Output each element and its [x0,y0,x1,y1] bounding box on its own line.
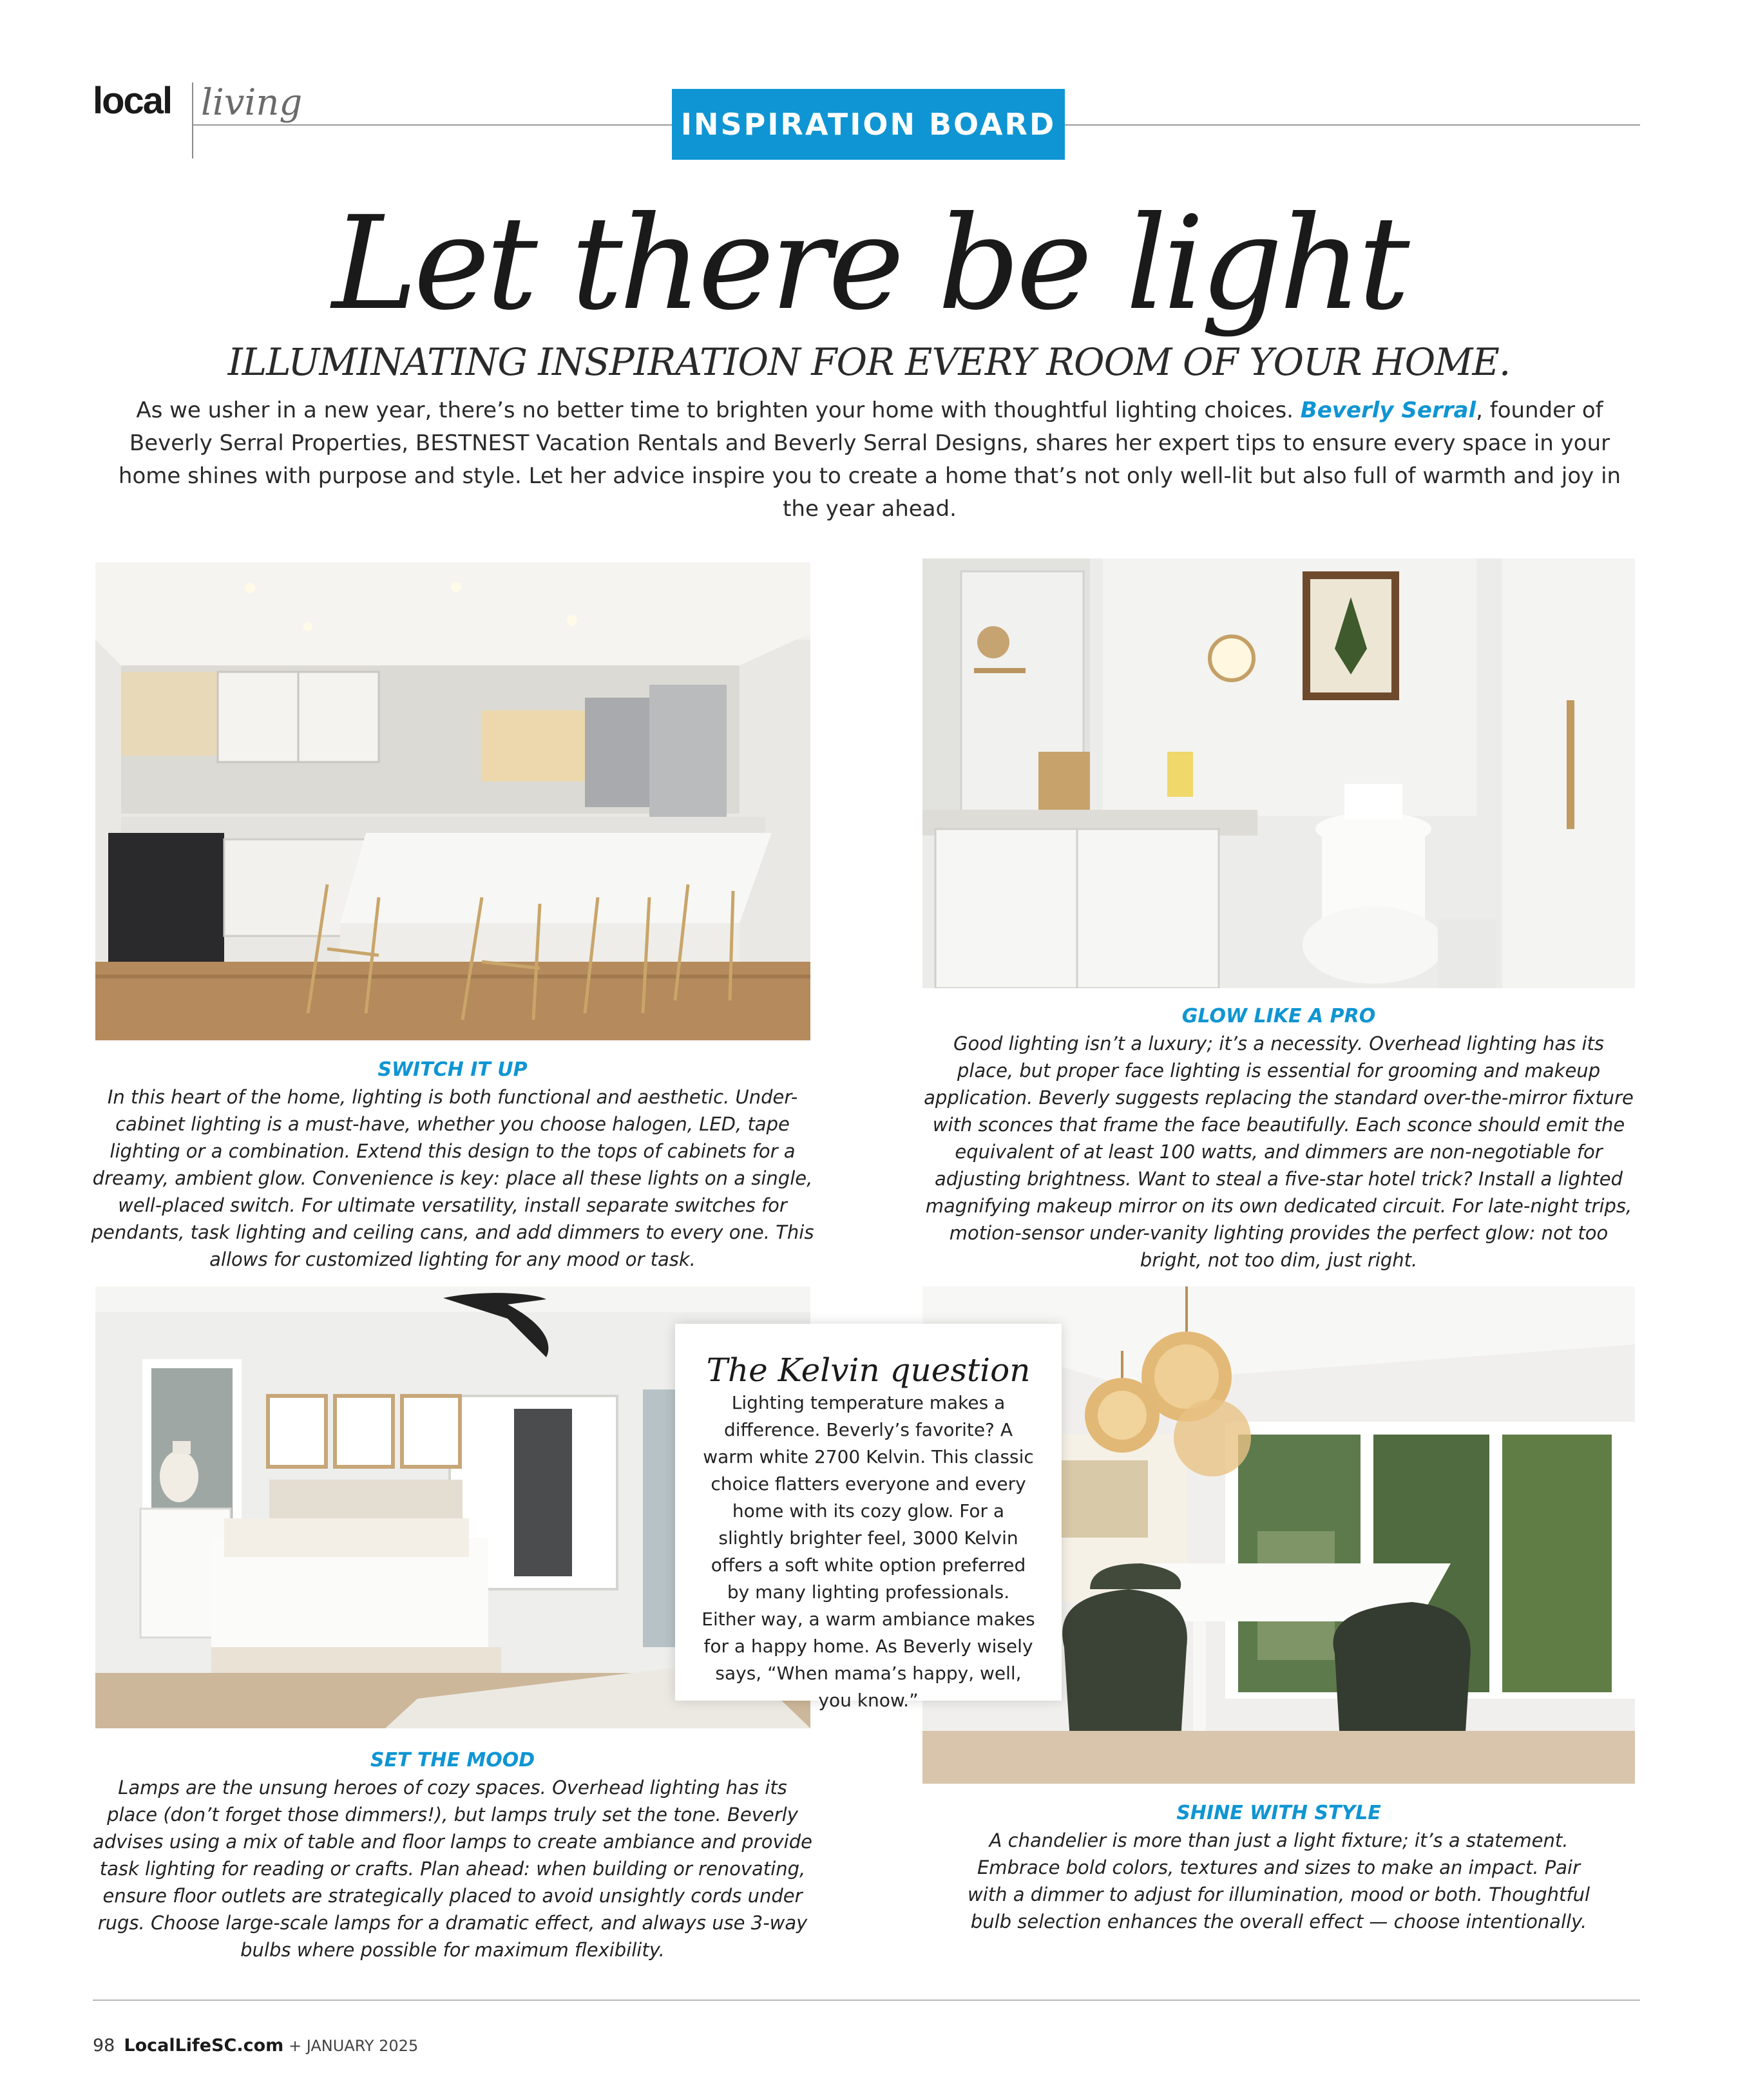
caption-mood-heading: SET THE MOOD [370,1749,535,1771]
caption-glow-body: Good lighting isn’t a luxury; it’s a necessity. Overhead lighting has its place, but proper face lighting is essential for grooming and makeup application. Beverly suggests replacing the standard over-the-mirror fixture with sconces that frame the face beautifully. Each sconce should emit the equivalent of at least 100 watts, and dimmers are non-negotiable for adjusting brightness. Want to steal a five-star hotel trick? Install a lighted magnifying makeup mirror on its own dedicated circuit. For late-night trips, motion-sensor under-vanity lighting provides the perfect glow: not too bright, not too dim, just right. [924,1033,1634,1271]
caption-mood-body: Lamps are the unsung heroes of cozy spaces. Overhead lighting has its place (don’t forget those dimmers!), but lamps truly set the tone. Beverly advises using a mix of table and floor lamps to create ambiance and provide task lighting for reading or crafts. Plan ahead: when building or renovating, ensure floor outlets are strategically placed to avoid unsightly cords under rugs. Choose large-scale lamps for a dramatic effect, and always use 3-way bulbs where possible for maximum flexibility. [93,1777,812,1961]
intro-name-highlight: Beverly Serral [1300,397,1476,423]
kitchen-photo [95,562,810,1040]
footer-site: LocalLifeSC.com [124,2036,284,2056]
caption-glow [922,1003,1635,1274]
footer-date: JANUARY 2025 [306,2037,419,2055]
intro-text-end: , founder of Beverly Serral Properties, BESTNEST Vacation Rentals and Beverly Serral Designs, shares her expert tips to ensure every space in your home shines with purpose and style. Let her advice inspire you to create a home that’s not only well-lit but also full of warmth and joy in the year ahead. [118,397,1621,522]
caption-shine [966,1800,1591,1935]
caption-shine-body: A chandelier is more than just a light fixture; it’s a statement. Embrace bold colors, textures and sizes to make an impact. Pair with a dimmer to adjust for illumination, mood or both. Thoughtful bulb selection enhances the overall effect — choose intentionally. [967,1829,1590,1933]
caption-switch-heading: SWITCH IT UP [377,1058,528,1081]
kelvin-sidebar [675,1324,1062,1711]
logo-living: living [201,82,303,124]
article-title: Let there be light [332,189,1406,339]
page-number: 98 [93,2036,115,2056]
footer-separator: + [283,2037,307,2055]
caption-switch-body: In this heart of the home, lighting is both functional and aesthetic. Under-cabinet lighting is a must-have, whether you choose halogen, LED, tape lighting or a combination. Extend this design to the tops of cabinets for a dreamy, ambient glow. Convenience is key: place all these lights on a single, well-placed switch. For ultimate versatility, install separate switches for pendants, task lighting and ceiling cans, and add dimmers to every one. This allows for customized lighting for any mood or task. [91,1086,814,1270]
footer-rule [93,2000,1640,2001]
section-badge: INSPIRATION BOARD [672,89,1065,160]
caption-switch [90,1056,815,1273]
caption-shine-heading: SHINE WITH STYLE [1176,1802,1381,1824]
article-subtitle: ILLUMINATING INSPIRATION FOR EVERY ROOM OF YOUR HOME. [227,340,1511,384]
footer [93,2036,418,2056]
kelvin-title: The Kelvin question [706,1351,1031,1389]
article-intro [103,394,1636,526]
caption-glow-heading: GLOW LIKE A PRO [1181,1005,1376,1027]
bathroom-photo [922,558,1635,988]
logo-divider [192,82,193,158]
caption-mood [90,1747,815,1963]
kelvin-body: Lighting temperature makes a difference. Beverly’s favorite? A warm white 2700 Kelvin. This classic choice flatters everyone and every home with its cozy glow. For a slightly brighter feel, 3000 Kelvin offers a soft white option preferred by many lighting professionals. Either way, a warm ambiance makes for a happy home. As Beverly wisely says, “When mama’s happy, well, you know.” [702,1392,1035,1711]
intro-text-start: As we usher in a new year, there’s no better time to brighten your home with thoughtful lighting choices. [136,397,1301,423]
logo-local: local [93,80,172,122]
